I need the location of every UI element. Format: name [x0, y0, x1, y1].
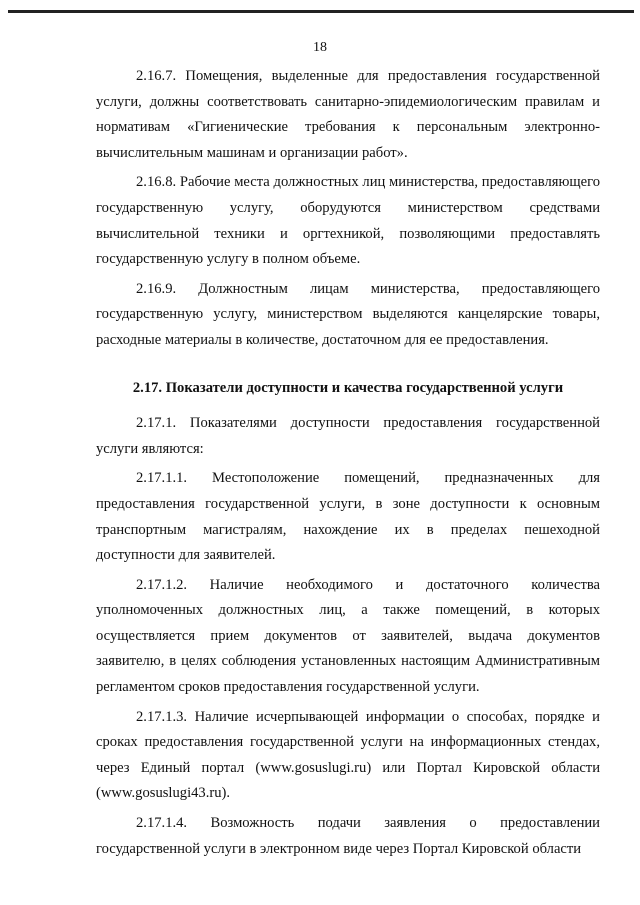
section-heading-2-17: 2.17. Показатели доступности и качества государственной услуги	[132, 379, 564, 396]
paragraph-2-16-9: 2.16.9. Должностным лицам министерства, предоставляющего государственную услугу, министерством выделяются канцелярские товары, расходные материалы в количестве, достаточном для ее предоставления.	[96, 280, 600, 348]
paragraph-2-17-1-2: 2.17.1.2. Наличие необходимого и достаточного количества уполномоченных должностных лиц, а также помещений, в которых осуществляется прием документов от заявителей, выдача документов заявителю, в целях соблюдения установленных настоящим Административным регламентом сроков предоставления государственной услуги.	[96, 576, 600, 696]
paragraph-2-16-8: 2.16.8. Рабочие места должностных лиц министерства, предоставляющего государственную услугу, оборудуются министерством средствами вычислительной техники и оргтехникой, позволяющими предоставлять государственную услугу в полном объеме.	[96, 174, 600, 268]
top-rule	[8, 10, 634, 13]
paragraph-2-17-1-3: 2.17.1.3. Наличие исчерпывающей информации о способах, порядке и сроках предоставления государственной услуги на информационных стендах, через Единый портал (www.gosuslugi.ru) или Портал Кировской области (www.gosuslugi43.ru).	[96, 708, 600, 802]
paragraph-2-17-1-4: 2.17.1.4. Возможность подачи заявления о предоставлении государственной услуги в электронном виде через Портал Кировской области	[96, 815, 600, 857]
paragraph-2-17-1-1: 2.17.1.1. Местоположение помещений, предназначенных для предоставления государственной услуги, в зоне доступности к основным транспортным магистралям, нахождение их в пределах пешеходной доступности для заявителей.	[96, 470, 600, 564]
paragraph-2-17-1: 2.17.1. Показателями доступности предоставления государственной услуги являются:	[96, 415, 600, 457]
paragraph-2-16-7: 2.16.7. Помещения, выделенные для предоставления государственной услуги, должны соответствовать санитарно-эпидемиологическим правилам и нормативам «Гигиенические требования к персональным электронно-вычислительным машинам и организации работ».	[96, 68, 600, 161]
page-number: 18	[313, 40, 327, 55]
document-body	[96, 64, 600, 862]
